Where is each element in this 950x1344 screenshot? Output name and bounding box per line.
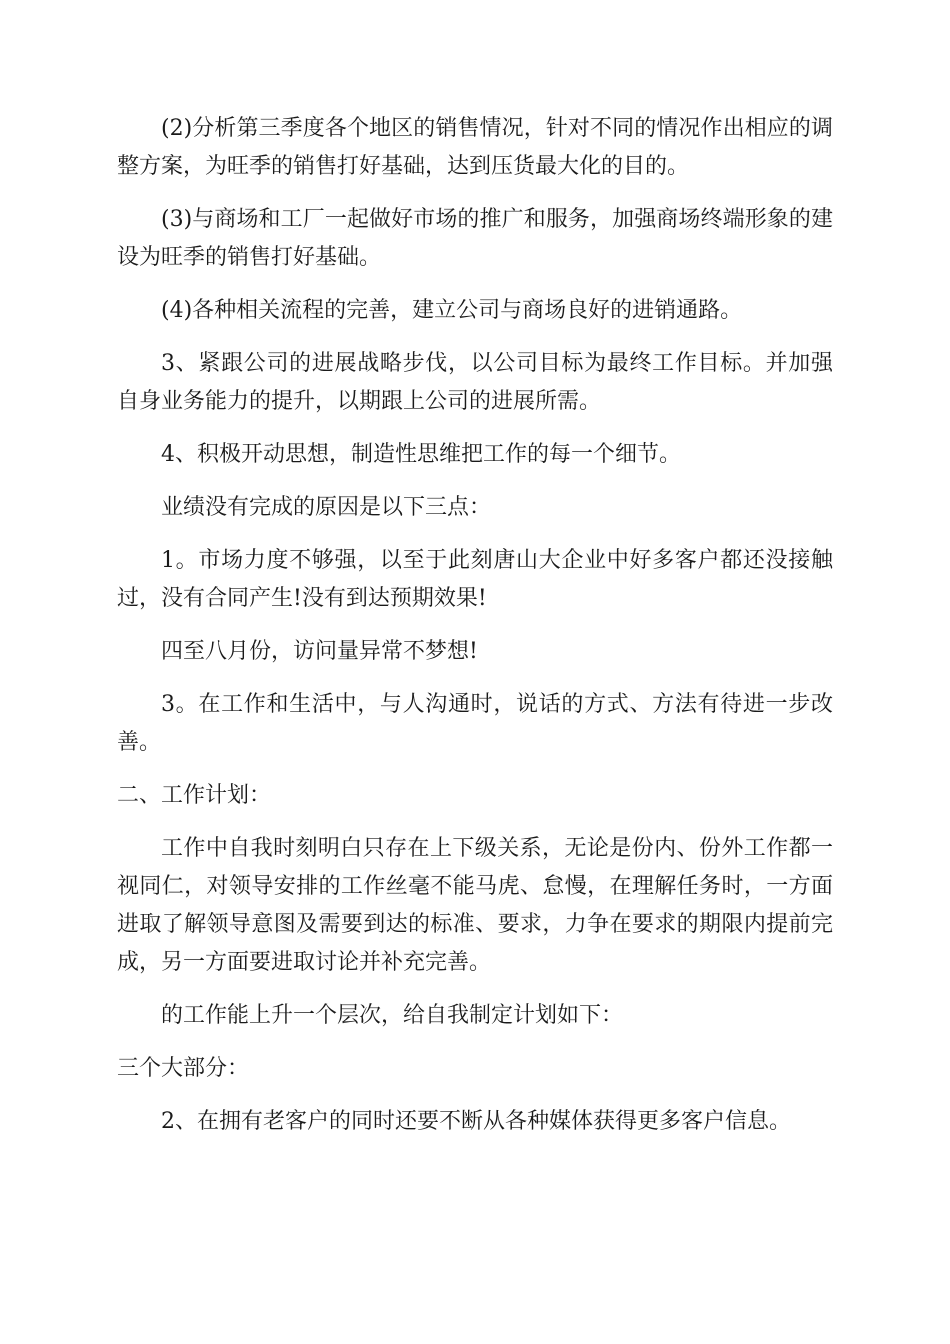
paragraph: (2)分析第三季度各个地区的销售情况，针对不同的情况作出相应的调整方案，为旺季的销售打好基础，达到压货最大化的目的。 (117, 116, 833, 179)
paragraph: (4)各种相关流程的完善，建立公司与商场良好的进销通路。 (161, 298, 743, 323)
section-heading: 二、工作计划： (117, 783, 272, 808)
paragraph: 1。市场力度不够强，以至于此刻唐山大企业中好多客户都还没接触过，没有合同产生!没有到达预期效果! (117, 548, 833, 611)
paragraph: 3。在工作和生活中，与人沟通时，说话的方式、方法有待进一步改善。 (117, 692, 833, 755)
paragraph: 的工作能上升一个层次，给自我制定计划如下： (161, 1003, 624, 1028)
paragraph: 三个大部分： (117, 1056, 250, 1081)
paragraph: 四至八月份，访问量异常不梦想! (161, 639, 478, 664)
paragraph: 业绩没有完成的原因是以下三点： (161, 495, 492, 520)
paragraph: 4、积极开动思想，制造性思维把工作的每一个细节。 (161, 442, 681, 467)
paragraph: 3、紧跟公司的进展战略步伐，以公司目标为最终工作目标。并加强自身业务能力的提升，以期跟上公司的进展所需。 (117, 351, 833, 414)
paragraph: 工作中自我时刻明白只存在上下级关系，无论是份内、份外工作都一视同仁，对领导安排的工作丝毫不能马虎、怠慢，在理解任务时，一方面进取了解领导意图及需要到达的标准、要求，力争在要求的期限内提前完成，另一方面要进取讨论并补充完善。 (117, 836, 833, 975)
paragraph: (3)与商场和工厂一起做好市场的推广和服务，加强商场终端形象的建设为旺季的销售打好基础。 (117, 207, 833, 270)
paragraph: 2、在拥有老客户的同时还要不断从各种媒体获得更多客户信息。 (161, 1109, 791, 1134)
document-page (117, 110, 833, 1156)
